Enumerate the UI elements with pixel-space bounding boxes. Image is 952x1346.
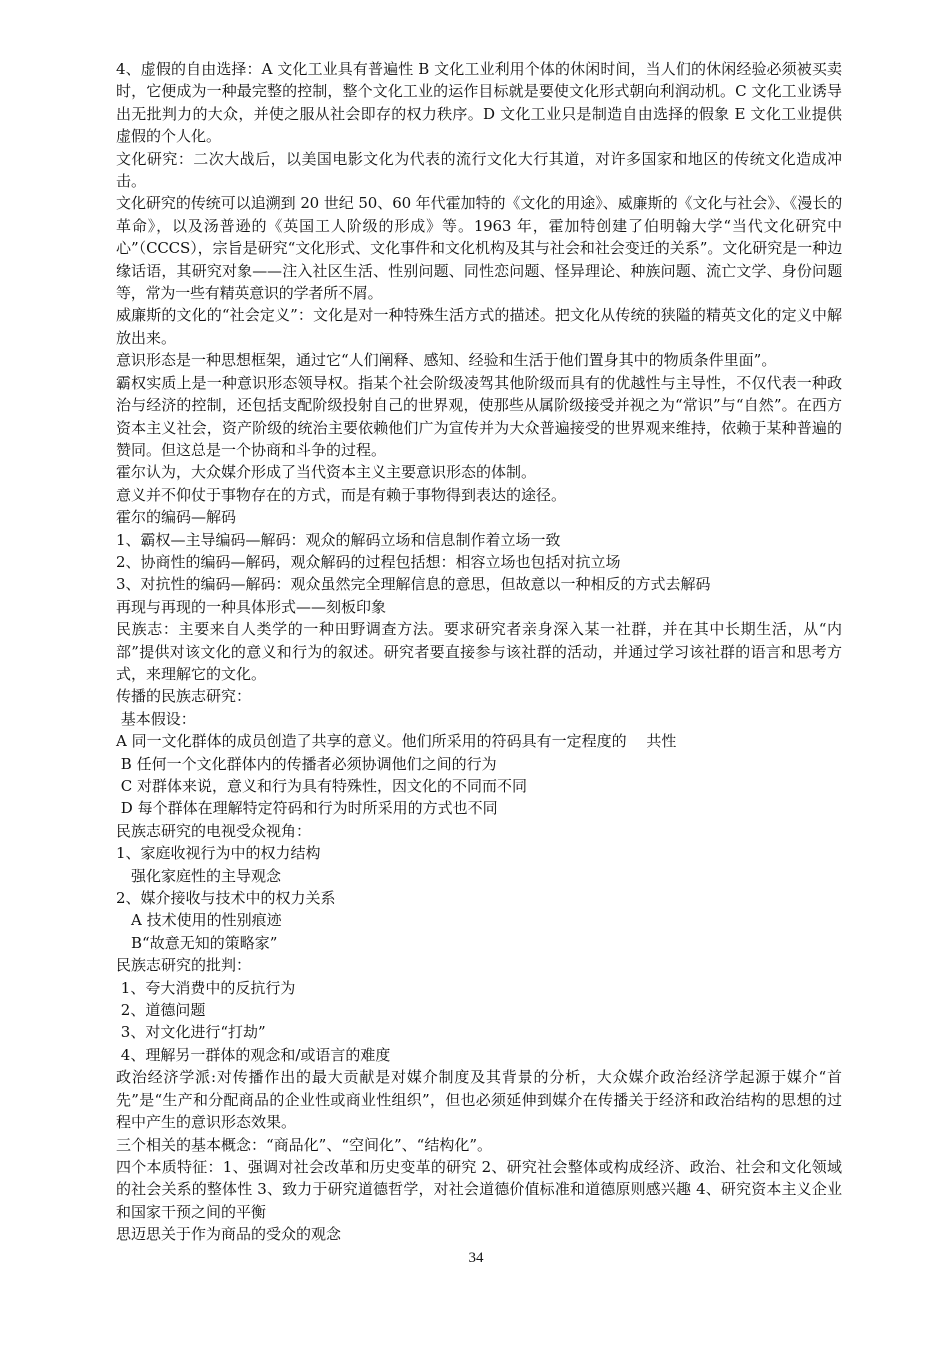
list-item-critique-1: 1、夸大消费中的反抗行为 (116, 978, 296, 997)
document-body (116, 58, 842, 1246)
list-item-critique-4: 4、理解另一群体的观念和/或语言的难度 (116, 1045, 391, 1064)
paragraph-false-free-choice: 4、虚假的自由选择：A 文化工业具有普遍性 B 文化工业利用个体的休闲时间，当人们的休闲经验必须被买卖时，它便成为一种最完整的控制，整个文化工业的运作目标就是要使文化形式朝向利润动机。C 文化工业诱导出无批判力的大众，并使之服从社会即存的权力秩序。D 文化工业只是制造自由选择的假象 E 文化工业提供虚假的个人化。 (116, 60, 842, 146)
list-item-domestic-ideology: 强化家庭性的主导观念 (116, 866, 282, 885)
list-item-critique-2: 2、道德问题 (116, 1001, 206, 1020)
paragraph-smythe-audience-commodity: 思迈思关于作为商品的受众的观念 (116, 1225, 342, 1244)
paragraph-cultural-studies-tradition: 文化研究的传统可以追溯到 20 世纪 50、60 年代霍加特的《文化的用途》、威廉斯的《文化与社会》、《漫长的革命》，以及汤普逊的《英国工人阶级的形成》等。1963 年，霍加特创建了伯明翰大学“当代文化研究中心”（CCCS），宗旨是研究“文化形式、文化事件和文化机构及其与社会和社会变迁的关系”。文化研究是一种边缘话语，其研究对象——注入社区生活、性别问题、同性恋问题、怪异理论、种族问题、流亡文学、身份问题等，常为一些有精英意识的学者所不屑。 (116, 194, 842, 303)
paragraph-ethnography: 民族志：主要来自人类学的一种田野调查方法。要求研究者亲身深入某一社群，并在其中长期生活，从“内部”提供对该文化的意义和行为的叙述。研究者要直接参与该社群的活动，并通过学习该社群的语言和思考方式，来理解它的文化。 (116, 620, 842, 683)
list-item-media-technology-power: 2、媒介接收与技术中的权力关系 (116, 889, 336, 908)
paragraph-stereotype: 再现与再现的一种具体形式——刻板印象 (116, 597, 387, 616)
paragraph-meaning: 意义并不仰仗于事物存在的方式，而是有赖于事物得到表达的途径。 (116, 485, 567, 504)
list-item-assumption-a: A 同一文化群体的成员创造了共享的意义。他们所采用的符码具有一定程度的 共性 (116, 732, 677, 751)
heading-communication-ethnography: 传播的民族志研究： (116, 687, 252, 706)
heading-ethnography-critique: 民族志研究的批判： (116, 956, 252, 975)
paragraph-hegemony: 霸权实质上是一种意识形态领导权。指某个社会阶级凌驾其他阶级而具有的优越性与主导性，不仅代表一种政治与经济的控制，还包括支配阶级投射自己的世界观，使那些从属阶级接受并视之为“常识”与“自然”。在西方资本主义社会，资产阶级的统治主要依赖他们广为宣传并为大众普遍接受的世界观来维持，依赖于某种普遍的赞同。但这总是一个协商和斗争的过程。 (116, 373, 842, 459)
list-item-family-viewing-power: 1、家庭收视行为中的权力结构 (116, 844, 321, 863)
paragraph-hall-mass-media: 霍尔认为，大众媒介形成了当代资本主义主要意识形态的体制。 (116, 463, 537, 482)
page-number: 34 (468, 1250, 484, 1266)
paragraph-ideology: 意识形态是一种思想框架，通过它“人们阐释、感知、经验和生活于他们置身其中的物质条件里面”。 (116, 351, 777, 370)
paragraph-williams-social-definition: 威廉斯的文化的“社会定义”：文化是对一种特殊生活方式的描述。把文化从传统的狭隘的精英文化的定义中解放出来。 (116, 306, 842, 347)
list-item-oppositional-code: 3、对抗性的编码—解码：观众虽然完全理解信息的意思，但故意以一种相反的方式去解码 (116, 575, 711, 594)
heading-hall-encoding-decoding: 霍尔的编码—解码 (116, 508, 237, 527)
list-item-critique-3: 3、对文化进行“打劫” (116, 1023, 266, 1042)
list-item-ignorant-strategist: B“故意无知的策略家” (116, 933, 278, 952)
list-item-hegemonic-code: 1、霸权—主导编码—解码：观众的解码立场和信息制作着立场一致 (116, 530, 561, 549)
list-item-assumption-b: B 任何一个文化群体内的传播者必须协调他们之间的行为 (116, 754, 497, 773)
paragraph-three-concepts: 三个相关的基本概念：“商品化”、“空间化”、“结构化”。 (116, 1135, 493, 1154)
paragraph-four-features: 四个本质特征：1、强调对社会改革和历史变革的研究 2、研究社会整体或构成经济、政治、社会和文化领域的社会关系的整体性 3、致力于研究道德哲学，对社会道德价值标准和道德原则感兴趣 4、研究资本主义企业和国家干预之间的平衡 (116, 1157, 842, 1221)
list-item-gendered-technology: A 技术使用的性别痕迹 (116, 911, 282, 930)
paragraph-cultural-studies-definition: 文化研究：二次大战后，以美国电影文化为代表的流行文化大行其道，对许多国家和地区的传统文化造成冲击。 (116, 149, 842, 191)
heading-tv-audience-perspective: 民族志研究的电视受众视角： (116, 821, 312, 840)
heading-basic-assumptions: 基本假设： (116, 709, 196, 728)
list-item-assumption-c: C 对群体来说，意义和行为具有特殊性，因文化的不同而不同 (116, 777, 528, 795)
list-item-assumption-d: D 每个群体在理解特定符码和行为时所采用的方式也不同 (116, 799, 498, 818)
paragraph-political-economy: 政治经济学派:对传播作出的最大贡献是对媒介制度及其背景的分析，大众媒介政治经济学起源于媒介“首先”是“生产和分配商品的企业性或商业性组织”，但也必须延伸到媒介在传播关于经济和政治结构的思想的过程中产生的意识形态效果。 (116, 1068, 842, 1132)
list-item-negotiated-code: 2、协商性的编码—解码，观众解码的过程包括想：相容立场也包括对抗立场 (116, 552, 621, 571)
